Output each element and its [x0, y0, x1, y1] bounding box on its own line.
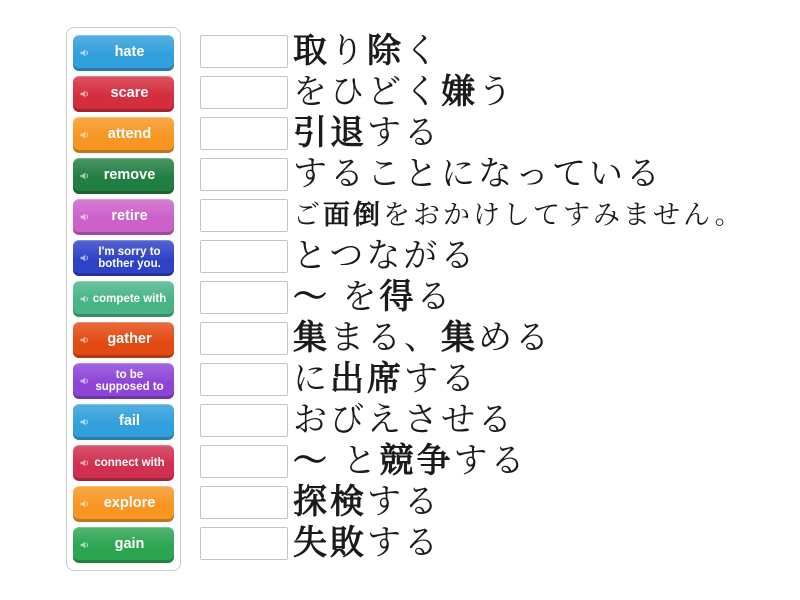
- speaker-audio-icon[interactable]: [79, 88, 91, 100]
- speaker-audio-icon[interactable]: [79, 334, 91, 346]
- speaker-audio-icon[interactable]: [79, 293, 91, 305]
- keyword-tile[interactable]: [73, 486, 174, 522]
- keyword-tile[interactable]: [73, 281, 174, 317]
- speaker-audio-icon[interactable]: [79, 457, 91, 469]
- keyword-label: connect with: [94, 456, 165, 469]
- definition-row: [200, 156, 745, 192]
- keyword-tile[interactable]: [73, 363, 174, 399]
- keyword-tile[interactable]: [73, 158, 174, 194]
- keyword-tile[interactable]: [73, 199, 174, 235]
- answer-drop-slot[interactable]: [200, 445, 288, 478]
- keyword-label: fail: [119, 413, 140, 430]
- definition-row: [200, 320, 745, 356]
- definition-text: 取り除く: [293, 32, 441, 70]
- answer-drop-slot[interactable]: [200, 404, 288, 437]
- kanji-text: 引退: [293, 114, 367, 152]
- keyword-tile[interactable]: [73, 322, 174, 358]
- keyword-tile[interactable]: [73, 527, 174, 563]
- keyword-tile[interactable]: [73, 117, 174, 153]
- definition-text: 探検する: [293, 483, 441, 521]
- answer-drop-slot[interactable]: [200, 322, 288, 355]
- keyword-label: I'm sorry to bother you.: [98, 245, 161, 270]
- definition-row: [200, 74, 745, 110]
- definition-row: [200, 33, 745, 69]
- answer-drop-slot[interactable]: [200, 76, 288, 109]
- kanji-text: 出席: [330, 360, 404, 398]
- kanji-text: 失敗: [293, 524, 367, 562]
- kanji-text: 取: [293, 32, 330, 70]
- definition-text: をひどく嫌う: [293, 73, 515, 111]
- definition-row: [200, 197, 745, 233]
- speaker-audio-icon[interactable]: [79, 129, 91, 141]
- speaker-audio-icon[interactable]: [79, 375, 91, 387]
- keyword-tile[interactable]: [73, 35, 174, 71]
- definition-row: [200, 443, 745, 479]
- kanji-text: 面倒: [323, 199, 383, 230]
- keyword-label: gather: [107, 331, 152, 348]
- definition-text: 集まる、集める: [293, 319, 552, 357]
- keyword-label: gain: [114, 536, 145, 553]
- answer-drop-slot[interactable]: [200, 117, 288, 150]
- definition-text: に出席する: [293, 360, 478, 398]
- definition-text: 引退する: [293, 114, 441, 152]
- definition-text: ご面倒をおかけしてすみません。: [293, 199, 745, 230]
- definition-text: ～ と競争する: [293, 442, 528, 480]
- definition-text: 失敗する: [293, 524, 441, 562]
- speaker-audio-icon[interactable]: [79, 416, 91, 428]
- kanji-text: 得: [379, 278, 417, 316]
- speaker-audio-icon[interactable]: [79, 47, 91, 59]
- keyword-label: compete with: [92, 292, 167, 305]
- definition-row: [200, 525, 745, 561]
- keyword-label: retire: [111, 208, 148, 225]
- definitions-column: [200, 33, 745, 561]
- definition-row: [200, 484, 745, 520]
- kanji-text: 競争: [379, 442, 454, 480]
- keyword-label: to be supposed to: [95, 368, 164, 393]
- keyword-label: scare: [110, 85, 149, 102]
- kanji-text: ～: [293, 278, 330, 316]
- answer-drop-slot[interactable]: [200, 281, 288, 314]
- kanji-text: 除: [367, 32, 404, 70]
- kanji-text: 集: [293, 319, 330, 357]
- kanji-text: 探検: [293, 483, 367, 521]
- definition-row: [200, 279, 745, 315]
- keywords-panel: [66, 27, 181, 571]
- keyword-tile[interactable]: [73, 240, 174, 276]
- keyword-tile[interactable]: [73, 76, 174, 112]
- speaker-audio-icon[interactable]: [79, 252, 91, 264]
- definition-text: とつながる: [293, 237, 478, 275]
- definition-row: [200, 115, 745, 151]
- speaker-audio-icon[interactable]: [79, 498, 91, 510]
- definition-row: [200, 402, 745, 438]
- keyword-label: explore: [103, 495, 156, 512]
- definition-text: することになっている: [293, 155, 663, 193]
- definition-text: おびえさせる: [293, 401, 515, 439]
- kanji-text: 嫌: [441, 73, 478, 111]
- kanji-text: 集: [441, 319, 478, 357]
- speaker-audio-icon[interactable]: [79, 211, 91, 223]
- kanji-text: ～: [293, 442, 330, 480]
- answer-drop-slot[interactable]: [200, 35, 288, 68]
- answer-drop-slot[interactable]: [200, 199, 288, 232]
- speaker-audio-icon[interactable]: [79, 170, 91, 182]
- answer-drop-slot[interactable]: [200, 363, 288, 396]
- definition-text: ～ を得る: [293, 278, 454, 316]
- keyword-tile[interactable]: [73, 445, 174, 481]
- answer-drop-slot[interactable]: [200, 240, 288, 273]
- answer-drop-slot[interactable]: [200, 486, 288, 519]
- answer-drop-slot[interactable]: [200, 158, 288, 191]
- keyword-label: hate: [114, 44, 145, 61]
- keyword-label: attend: [107, 126, 152, 143]
- answer-drop-slot[interactable]: [200, 527, 288, 560]
- definition-row: [200, 238, 745, 274]
- keyword-tile[interactable]: [73, 404, 174, 440]
- definition-row: [200, 361, 745, 397]
- speaker-audio-icon[interactable]: [79, 539, 91, 551]
- keyword-label: remove: [103, 167, 156, 184]
